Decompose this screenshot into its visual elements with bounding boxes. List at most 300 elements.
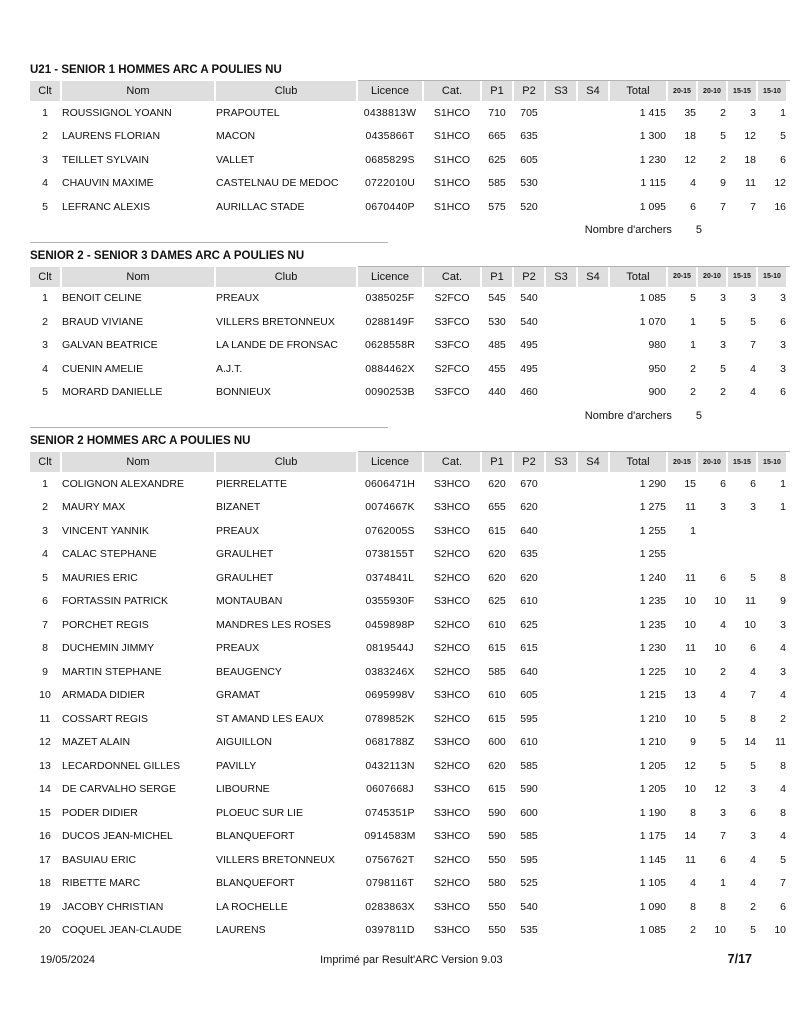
column-header: S4 [578,81,608,101]
table-cell [758,543,786,567]
table-cell: 10 [744,618,756,631]
table-row [30,801,786,825]
table-cell: VILLERS BRETONNEUX [216,315,335,328]
table-cell [578,637,608,661]
table-cell: 1 290 [639,477,666,490]
table-cell: 7 [720,200,726,213]
table-cell: 13 [39,759,51,772]
table-cell: 7 [750,200,756,213]
table-cell: COQUEL JEAN-CLAUDE [62,924,182,937]
table-cell: 11 [685,501,696,514]
table-cell: 635 [520,130,538,143]
table-cell: 8 [690,900,696,913]
result-section-senior2-hommes [30,435,790,942]
table-cell: 12 [684,153,696,166]
table-cell: 3 [780,292,786,305]
table-cell [546,613,576,637]
table-cell [546,731,576,755]
table-cell: 595 [520,712,538,725]
table-cell: 0459898P [365,618,415,631]
table-row [30,872,786,896]
table-cell: 1 [690,524,696,537]
table-cell: 11 [745,177,756,190]
table-cell: 655 [488,501,506,514]
table-cell [578,848,608,872]
table-cell: LA ROCHELLE [216,900,288,913]
column-header: P1 [482,81,512,101]
table-cell: 11 [745,595,756,608]
table-cell [578,590,608,614]
column-header: S3 [546,452,576,472]
table-cell: 6 [720,571,726,584]
table-cell: 3 [720,806,726,819]
table-cell: 0798116T [365,877,415,890]
table-cell: 1 [42,477,48,490]
table-cell: 4 [780,830,786,843]
table-cell: 5 [750,924,756,937]
section-title: U21 - SENIOR 1 HOMMES ARC A POULIES NU [30,64,282,76]
table-cell: 575 [488,200,506,213]
table-cell: 4 [690,877,696,890]
table-cell: 2 [690,362,696,375]
table-cell: CUENIN AMELIE [62,362,144,375]
column-header: Licence [358,452,422,472]
table-cell: MAZET ALAIN [62,736,131,749]
table-cell: 0681788Z [365,736,415,749]
table-cell: 1 255 [639,548,666,561]
table-cell: 0722010U [364,177,416,190]
table-cell: BEAUGENCY [216,665,282,678]
table-cell: 4 [750,386,756,399]
table-cell: 2 [720,386,726,399]
table-cell: MANDRES LES ROSES [216,618,331,631]
table-cell: 2 [750,900,756,913]
table-cell: MAURY MAX [62,501,126,514]
table-cell: 15 [684,477,696,490]
table-cell: BASUIAU ERIC [62,853,137,866]
table-cell: VALLET [216,153,255,166]
table-cell [698,519,726,543]
table-cell: GRAULHET [216,548,274,561]
table-cell: 550 [488,853,506,866]
table-cell: S3FCO [434,315,470,328]
table-cell [546,357,576,381]
table-cell: 530 [488,315,506,328]
table-cell: 1 [42,292,48,305]
column-header: 15-15 [728,452,756,472]
table-cell: 1 190 [639,806,666,819]
table-cell: 615 [520,642,538,655]
table-cell: 8 [690,806,696,819]
table-cell: 980 [648,339,666,352]
column-header: Nom [62,452,214,472]
table-cell: 900 [648,386,666,399]
table-cell: 540 [520,292,538,305]
table-cell: 0283863X [365,900,415,913]
table-cell: 1 085 [639,292,666,305]
table-cell: GALVAN BEATRICE [62,339,158,352]
column-header: 15-10 [758,452,786,472]
table-cell: 5 [42,386,48,399]
table-cell: 605 [520,153,538,166]
table-cell: 4 [42,177,48,190]
table-cell [546,590,576,614]
table-cell: MARTIN STEPHANE [62,665,162,678]
column-header: Cat. [424,81,480,101]
column-header: Clt [30,267,60,287]
table-cell: 20 [39,924,51,937]
table-cell [546,707,576,731]
table-cell: 600 [488,736,506,749]
table-cell: S3HCO [433,501,471,514]
table-cell [546,310,576,334]
table-cell: 1 230 [639,642,666,655]
table-row [30,310,786,334]
table-cell: 4 [780,642,786,655]
table-cell: 0074667K [365,501,415,514]
archers-count-row [30,404,790,427]
table-cell: PRAPOUTEL [216,106,280,119]
table-cell: 1 205 [639,783,666,796]
table-cell: 0438813W [363,106,417,119]
table-cell: LA LANDE DE FRONSAC [216,339,338,352]
table-cell [578,381,608,405]
table-cell: 4 [42,548,48,561]
table-cell: S2HCO [433,759,471,772]
header-row [30,81,786,101]
table-cell: 610 [520,736,538,749]
table-cell: S2HCO [433,877,471,890]
table-cell: MORARD DANIELLE [62,386,163,399]
table-cell: 535 [520,924,538,937]
table-cell: LECARDONNEL GILLES [62,759,181,772]
table-row [30,637,786,661]
table-cell: S2HCO [433,665,471,678]
table-cell: TEILLET SYLVAIN [62,153,149,166]
table-cell: 1 235 [639,595,666,608]
table-cell: PREAUX [216,524,260,537]
column-header: P2 [514,81,544,101]
table-cell: 7 [780,877,786,890]
table-cell: 0628558R [364,339,416,352]
table-cell: 5 [720,362,726,375]
table-cell: 4 [750,877,756,890]
table-cell: LIBOURNE [216,783,270,796]
table-cell [546,148,576,172]
table-cell: S2HCO [433,642,471,655]
table-cell: PREAUX [216,642,260,655]
table-cell [578,919,608,943]
table-cell [578,660,608,684]
table-cell: 8 [720,900,726,913]
table-cell: 5 [750,571,756,584]
table-cell [546,496,576,520]
table-row [30,825,786,849]
table-cell: 6 [780,900,786,913]
table-cell: 620 [488,759,506,772]
table-cell: 4 [780,689,786,702]
table-cell: 0756762T [365,853,415,866]
table-cell [578,613,608,637]
table-cell: 0397811D [365,924,415,937]
table-cell: 0914583M [364,830,416,843]
table-cell: 0607668J [366,783,414,796]
table-cell: 0762005S [365,524,415,537]
table-cell: 10 [39,689,51,702]
table-cell: 3 [42,153,48,166]
table-cell: 10 [684,618,696,631]
table-cell: MAURIES ERIC [62,571,138,584]
table-cell [578,195,608,219]
table-cell: BRAUD VIVIANE [62,315,144,328]
table-cell: 4 [750,362,756,375]
table-cell [578,543,608,567]
table-cell [546,334,576,358]
table-cell: 5 [780,130,786,143]
table-cell: 1 275 [639,501,666,514]
table-cell: 1 105 [639,877,666,890]
table-cell [578,125,608,149]
table-cell: 12 [744,130,756,143]
table-cell [578,825,608,849]
table-cell: GRAULHET [216,571,274,584]
table-cell: BENOIT CELINE [62,292,142,305]
table-cell [546,848,576,872]
table-cell: S2HCO [433,853,471,866]
table-cell: 0432113N [365,759,415,772]
table-cell: 5 [750,759,756,772]
table-cell: S2FCO [434,292,470,305]
table-cell: 440 [488,386,506,399]
table-body [30,472,786,942]
table-cell: 0606471H [364,477,416,490]
table-cell: VILLERS BRETONNEUX [216,853,335,866]
result-section-senior2-3-dames [30,250,790,429]
table-cell [578,519,608,543]
table-cell: S3HCO [433,900,471,913]
table-cell: 3 [42,339,48,352]
table-cell: 5 [780,853,786,866]
table-cell: 0383246X [365,665,415,678]
table-cell: 1 090 [639,900,666,913]
results-table [28,452,788,942]
table-cell: AURILLAC STADE [216,200,305,213]
column-header: S4 [578,267,608,287]
table-cell: 0355930F [365,595,415,608]
table-cell: 10 [684,595,696,608]
table-cell: 1 145 [639,853,666,866]
table-cell: 640 [520,524,538,537]
table-cell: 0738155T [365,548,415,561]
table-cell: CASTELNAU DE MEDOC [216,177,339,190]
table-cell: 6 [720,477,726,490]
column-header: Total [610,267,666,287]
table-cell [546,637,576,661]
table-cell: 545 [488,292,506,305]
table-cell: 1 095 [639,200,666,213]
table-row [30,496,786,520]
table-cell: 0374841L [365,571,415,584]
column-header: Nom [62,81,214,101]
table-cell: S2HCO [433,712,471,725]
table-cell: 1 240 [639,571,666,584]
table-cell: 11 [685,642,696,655]
table-cell: 2 [720,153,726,166]
table-cell: 6 [780,153,786,166]
table-cell: S1HCO [433,106,471,119]
table-cell: S2FCO [434,362,470,375]
table-row [30,357,786,381]
table-cell [578,287,608,311]
table-cell [698,543,726,567]
table-cell: 8 [780,571,786,584]
table-cell: 1 085 [639,924,666,937]
table-cell: 625 [520,618,538,631]
table-cell: 2 [42,130,48,143]
table-cell [578,357,608,381]
table-cell: 710 [488,106,506,119]
column-header: Licence [358,267,422,287]
table-cell: 1 255 [639,524,666,537]
table-cell: BLANQUEFORT [216,830,295,843]
table-cell: 10 [714,642,726,655]
table-cell: 17 [39,853,51,866]
table-cell: 6 [750,806,756,819]
table-cell: S3HCO [433,783,471,796]
table-cell [546,754,576,778]
table-cell: 5 [42,200,48,213]
table-cell [546,101,576,125]
table-cell: 0789852K [365,712,415,725]
table-cell: 0670440P [365,200,415,213]
table-cell: 485 [488,339,506,352]
table-cell: 600 [520,806,538,819]
table-cell: 3 [720,339,726,352]
table-cell: MACON [216,130,256,143]
table-cell: PLOEUC SUR LIE [216,806,303,819]
table-cell: 10 [684,665,696,678]
table-cell: 520 [520,200,538,213]
section-title: SENIOR 2 HOMMES ARC A POULIES NU [30,435,251,447]
table-cell: 665 [488,130,506,143]
table-cell: 6 [780,386,786,399]
table-cell: 6 [42,595,48,608]
table-cell: PIERRELATTE [216,477,287,490]
section-title: SENIOR 2 - SENIOR 3 DAMES ARC A POULIES NU [30,249,305,262]
table-cell: 615 [488,712,506,725]
table-cell: 1 235 [639,618,666,631]
table-cell: 2 [720,106,726,119]
column-header: 15-10 [758,267,786,287]
table-row [30,101,786,125]
results-table [28,81,788,219]
table-cell [546,801,576,825]
table-cell: 12 [714,783,726,796]
column-header: 15-15 [728,267,756,287]
table-cell [578,684,608,708]
table-cell: LEFRANC ALEXIS [62,200,151,213]
table-row [30,754,786,778]
table-cell [546,919,576,943]
table-row [30,334,786,358]
table-cell [728,519,756,543]
table-cell: S1HCO [433,177,471,190]
table-cell [546,172,576,196]
table-cell: S3HCO [433,689,471,702]
table-cell: 2 [690,924,696,937]
table-row [30,684,786,708]
table-cell: 9 [690,736,696,749]
table-cell: 0090253B [365,386,415,399]
table-cell: 15 [39,806,51,819]
table-cell: 6 [690,200,696,213]
table-cell: S3HCO [433,806,471,819]
table-cell: 4 [750,853,756,866]
table-cell [668,543,696,567]
page-number: 7/17 [727,952,752,966]
table-cell [578,334,608,358]
table-cell: 16 [774,200,786,213]
column-header: P1 [482,452,512,472]
table-cell: S3HCO [433,830,471,843]
table-cell: BLANQUEFORT [216,877,295,890]
table-cell: CALAC STEPHANE [62,548,157,561]
table-cell: 0884462X [365,362,415,375]
table-cell: 6 [750,477,756,490]
archers-count-label: Nombre d'archers [584,409,672,422]
table-row [30,172,786,196]
table-cell: 12 [39,736,51,749]
table-cell: 1 215 [639,689,666,702]
table-cell: 5 [720,315,726,328]
table-header [30,452,786,472]
table-cell: 585 [520,830,538,843]
table-cell: 18 [684,130,696,143]
table-cell [578,707,608,731]
table-cell: 1 [690,315,696,328]
column-header: Total [610,81,666,101]
archers-count-row [30,219,790,242]
table-row [30,125,786,149]
table-cell: 1 [42,106,48,119]
table-cell: 595 [520,853,538,866]
table-cell: 11 [685,571,696,584]
table-cell [546,287,576,311]
table-cell: 585 [488,177,506,190]
table-cell: COLIGNON ALEXANDRE [62,477,184,490]
table-cell: 1 300 [639,130,666,143]
table-cell: ST AMAND LES EAUX [216,712,324,725]
column-header: Nom [62,267,214,287]
table-cell: 2 [780,712,786,725]
table-cell: S2HCO [433,618,471,631]
table-cell: 14 [684,830,696,843]
column-header: S3 [546,267,576,287]
table-cell: 670 [520,477,538,490]
table-cell: 495 [520,339,538,352]
column-header: Cat. [424,267,480,287]
header-row [30,267,786,287]
table-cell [546,660,576,684]
table-cell: 4 [42,362,48,375]
table-row [30,848,786,872]
result-section-u21-senior1 [30,64,790,243]
table-cell: 2 [690,386,696,399]
table-cell: 9 [42,665,48,678]
table-cell: 12 [684,759,696,772]
table-cell: 625 [488,595,506,608]
table-cell [578,872,608,896]
